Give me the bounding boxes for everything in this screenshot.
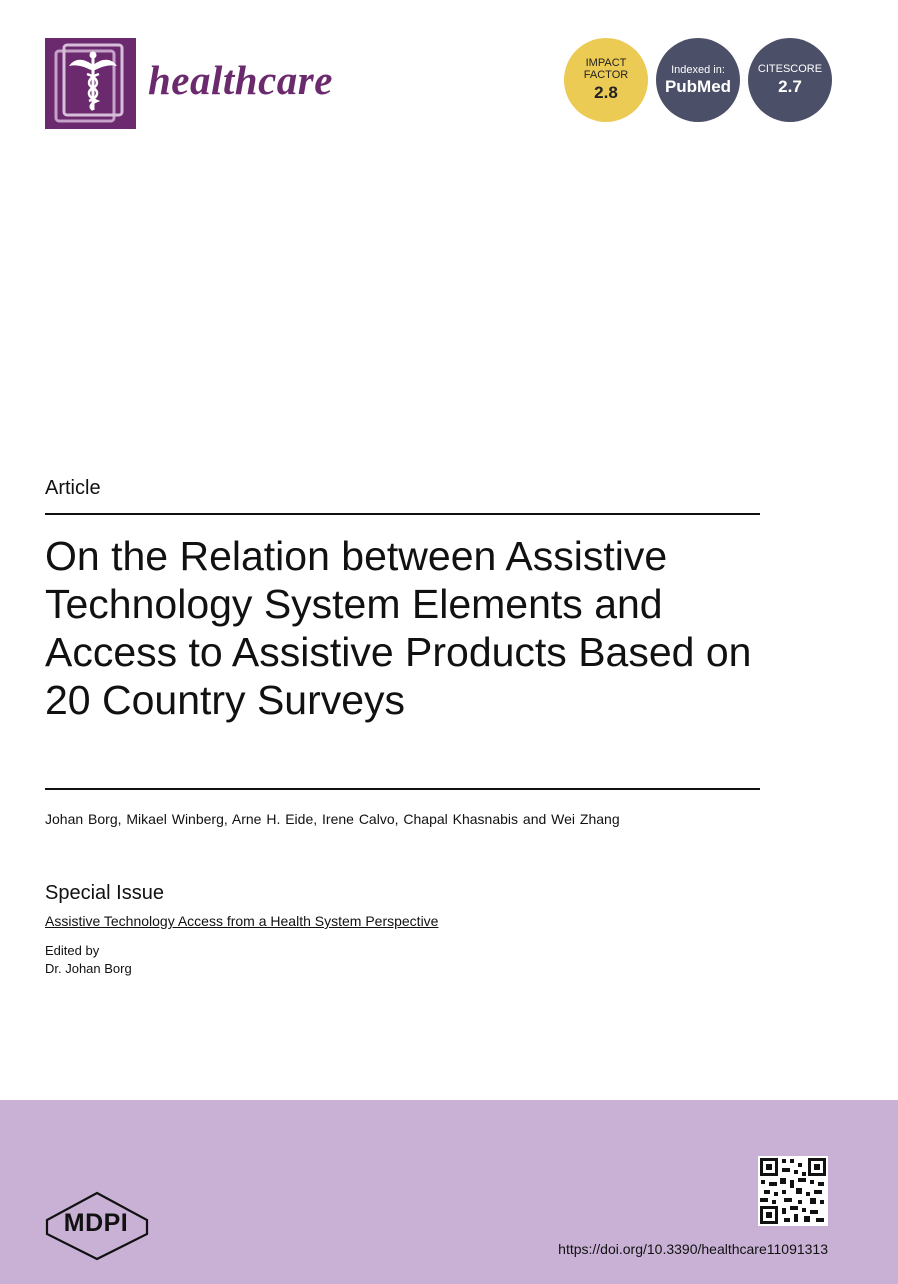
- pubmed-label: PubMed: [664, 76, 732, 96]
- journal-logo[interactable]: [45, 38, 136, 129]
- impact-factor-label-2: FACTOR: [583, 68, 629, 81]
- journal-name: healthcare: [148, 57, 333, 103]
- title-divider-bottom: [45, 788, 760, 790]
- article-type: Article: [45, 477, 101, 499]
- edited-by-label: Edited by: [45, 943, 100, 958]
- doi-link[interactable]: https://doi.org/10.3390/healthcare11091313: [558, 1241, 828, 1257]
- caduceus-icon: [45, 38, 136, 129]
- special-issue-link[interactable]: Assistive Technology Access from a Health System Perspective: [45, 913, 439, 929]
- author-list: Johan Borg, Mikael Winberg, Arne H. Eide, Irene Calvo, Chapal Khasnabis and Wei Zhang: [45, 811, 620, 827]
- impact-factor-badge[interactable]: [564, 38, 648, 122]
- impact-factor-label-1: IMPACT: [585, 56, 627, 69]
- citescore-label: CITESCORE: [757, 62, 823, 75]
- title-divider-top: [45, 513, 760, 515]
- indexed-in-label: Indexed in:: [671, 63, 725, 76]
- citescore-value: 2.7: [778, 76, 802, 96]
- editor-name: Dr. Johan Borg: [45, 961, 132, 976]
- article-title: On the Relation between Assistive Technology System Elements and Access to Assistive Products Based on 20 Country Surveys: [45, 533, 752, 723]
- pubmed-badge[interactable]: [656, 38, 740, 122]
- qr-code-icon[interactable]: [758, 1156, 828, 1226]
- mdpi-logo-text[interactable]: MDPI: [63, 1209, 129, 1237]
- special-issue-label: Special Issue: [45, 882, 164, 904]
- citescore-badge[interactable]: [748, 38, 832, 122]
- impact-factor-value: 2.8: [594, 82, 618, 102]
